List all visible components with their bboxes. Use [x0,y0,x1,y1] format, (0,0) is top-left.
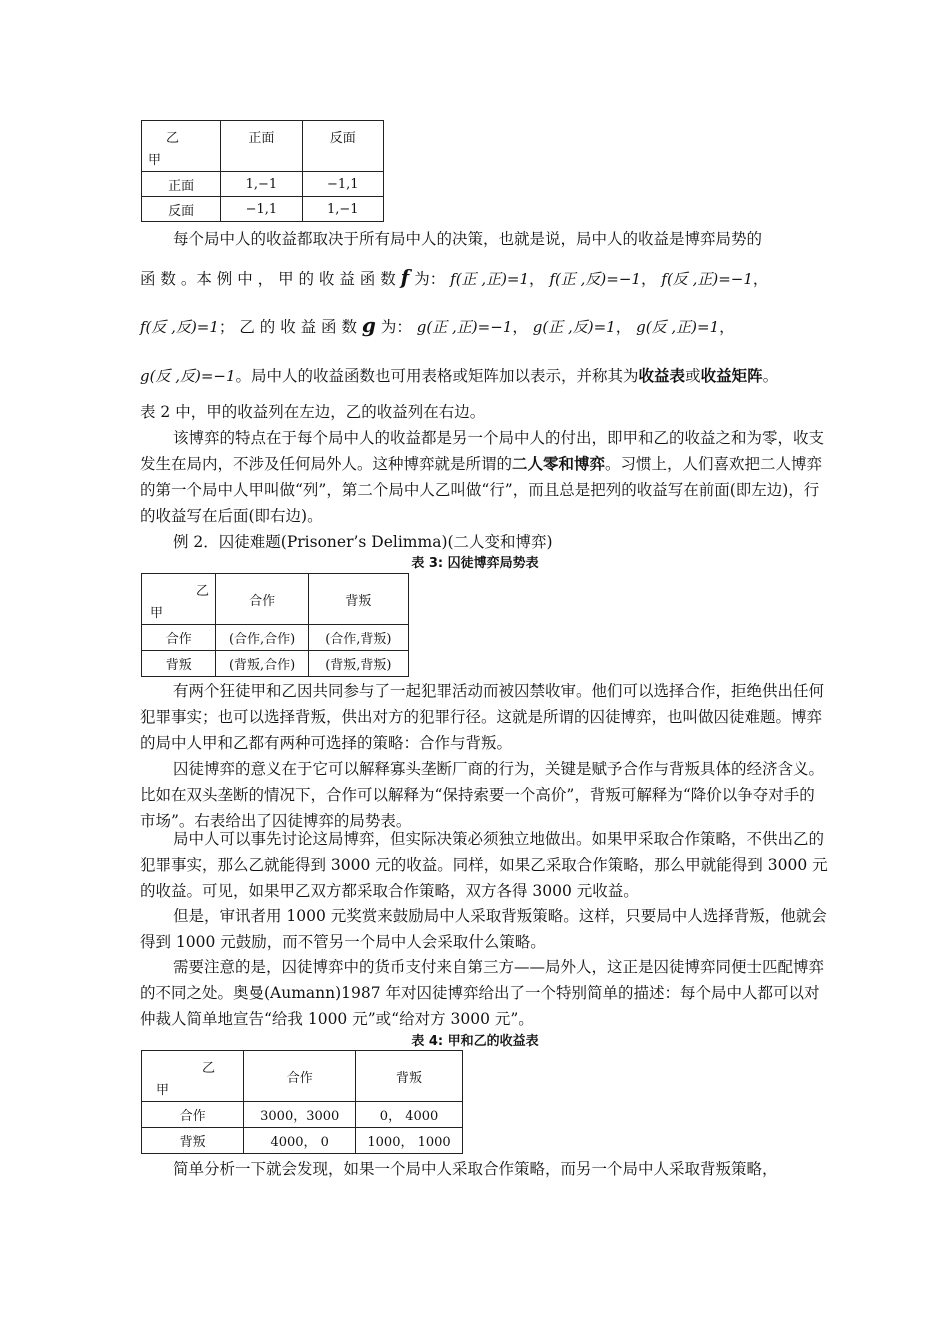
paragraph-text: 。习惯上，人们喜欢把二人博弈的第一个局中人甲叫做“列”，第二个局中人乙叫做“行”，而且总是把列的收益写在前面(即左边)，行的收益写在后面(即右边)。 [140,455,823,525]
row-header: 背叛 [142,1128,244,1154]
paragraph [140,1156,830,1182]
paragraph-text: 。 [762,367,779,385]
paragraph-line: 函 数 。本 例 中 ， 甲 的 收 益 函 数 f 为： f(正 ,正)=1， f(正 ,反)=−1， f(反 ,正)=−1， [140,265,769,289]
paragraph [140,226,830,252]
row-header: 正面 [142,172,221,197]
table-cell: 1000， 1000 [356,1128,463,1154]
paragraph-text: 为： [414,270,446,288]
formula: f(反 ,反)=1 [140,318,219,336]
paragraph-text: 该博弈的特点在于每个局中人的收益都是另一个局中人的付出，即甲和乙的收益之和为零，收支发生在局内，不涉及任何局外人。这种博弈就是所谓的 [140,429,825,473]
paragraph-line [140,399,830,425]
function-symbol: f [400,265,410,289]
formula: g(反 ,反)=−1 [140,367,236,385]
paragraph-text: 或 [685,367,701,385]
table-corner-cell [142,574,216,625]
table-caption: 表 3: 囚徒博弈局势表 [411,556,539,571]
formula: f(反 ,正)=−1 [661,270,753,288]
table-cell: (背叛,合作) [216,651,308,677]
table-cell: −1,1 [302,172,383,197]
corner-bottom-label: 甲 [156,1083,170,1098]
situation-table [141,573,409,677]
formula: g(反 ,正)=1 [636,318,720,336]
paragraph [140,425,830,529]
table-corner-cell [142,121,221,172]
formula: f(正 ,正)=1 [450,270,530,288]
corner-bottom-label: 甲 [150,606,164,621]
paragraph-text: 每个局中人的收益都取决于所有局中人的决策，也就是说，局中人的收益是博弈局势的 [173,230,763,248]
formula: g(正 ,反)=1 [532,318,616,336]
paragraph-text: 例 2．囚徒难题(Prisoner’s Delimma)(二人变和博弈) [173,533,553,551]
row-header: 背叛 [142,651,216,677]
paragraph-text: 需要注意的是，囚徒博弈中的货币支付来自第三方——局外人，这正是囚徒博弈同便士匹配博弈的不同之处。奥曼(Aumann)1987 年对囚徒博弈给出了一个特别简单的描述：每个局中人都可以对仲裁人简单地宣告“给我 1000 元”或“给对方 3000 元”。 [140,958,825,1028]
paragraph-text: 囚徒博弈的意义在于它可以解释寡头垄断厂商的行为，关键是赋予合作与背叛具体的经济含义。比如在双头垄断的情况下，合作可以解释为“保持索要一个高价”，背叛可解释为“降价以争夺对手的市场”。右表给出了囚徒博弈的局势表。 [140,760,825,830]
table-cell: (合作,合作) [216,625,308,651]
row-header: 合作 [142,625,216,651]
function-symbol: g [361,313,376,337]
table-cell: (合作,背叛) [308,625,408,651]
table-cell: 4000， 0 [244,1128,356,1154]
table-cell: 3000，3000 [244,1102,356,1128]
corner-top-label: 乙 [202,1061,216,1076]
table-cell: 1,−1 [302,197,383,222]
paragraph [140,826,830,904]
column-header: 背叛 [308,574,408,625]
table-cell: −1,1 [221,197,302,222]
paragraph-text: 简单分析一下就会发现，如果一个局中人采取合作策略，而另一个局中人采取背叛策略， [173,1160,778,1178]
paragraph [140,756,830,834]
bold-term: 二人零和博弈 [512,454,606,473]
paragraph [140,954,830,1032]
corner-bottom-label: 甲 [148,153,162,168]
column-header: 背叛 [356,1051,463,1102]
row-header: 反面 [142,197,221,222]
table-cell: (背叛,背叛) [308,651,408,677]
paragraph [140,678,830,756]
column-header: 合作 [216,574,308,625]
payoff-table-4 [141,1050,463,1154]
paragraph-text: 局中人可以事先讨论这局博弈，但实际决策必须独立地做出。如果甲采取合作策略，不供出乙的犯罪事实，那么乙就能得到 3000 元的收益。同样，如果乙采取合作策略，那么甲就能得到 3000 元的收益。可见，如果甲乙双方都采取合作策略，双方各得 3000 元收益。 [140,830,828,900]
corner-top-label: 乙 [166,131,180,146]
payoff-table-1 [141,120,384,222]
table-caption: 表 4: 甲和乙的收益表 [411,1034,539,1049]
table-corner-cell [142,1051,244,1102]
paragraph-text: 为： [380,318,412,336]
paragraph [140,903,830,955]
paragraph-text: 。局中人的收益函数也可用表格或矩阵加以表示，并称其为 [235,367,639,385]
paragraph-text: 乙 的 收 益 函 数 [239,318,357,336]
paragraph-text: 有两个狂徒甲和乙因共同参与了一起犯罪活动而被囚禁收审。他们可以选择合作，拒绝供出任何犯罪事实；也可以选择背叛，供出对方的犯罪行径。这就是所谓的囚徒博弈，也叫做囚徒难题。博弈的局中人甲和乙都有两种可选择的策略：合作与背叛。 [140,682,825,752]
table-cell: 1,−1 [221,172,302,197]
column-header: 合作 [244,1051,356,1102]
bold-term: 收益矩阵 [700,366,763,385]
row-header: 合作 [142,1102,244,1128]
paragraph-text: 表 2 中，甲的收益列在左边，乙的收益列在右边。 [140,403,486,421]
paragraph-text: 函 数 。本 例 中 ， 甲 的 收 益 函 数 [140,270,396,288]
table-cell: 0， 4000 [356,1102,463,1128]
paragraph-line: f(反 ,反)=1； 乙 的 收 益 函 数 g 为： g(正 ,正)=−1， g(正 ,反)=1， g(反 ,正)=1， [140,313,735,337]
paragraph-text: 但是，审讯者用 1000 元奖赏来鼓励局中人采取背叛策略。这样，只要局中人选择背叛，他就会得到 1000 元鼓励，而不管另一个局中人会采取什么策略。 [140,907,827,951]
column-header: 正面 [221,121,302,172]
formula: g(正 ,正)=−1 [416,318,513,336]
formula: f(正 ,反)=−1 [549,270,641,288]
corner-top-label: 乙 [196,584,210,599]
bold-term: 收益表 [638,366,686,385]
paragraph-line [140,363,840,389]
column-header: 反面 [302,121,383,172]
